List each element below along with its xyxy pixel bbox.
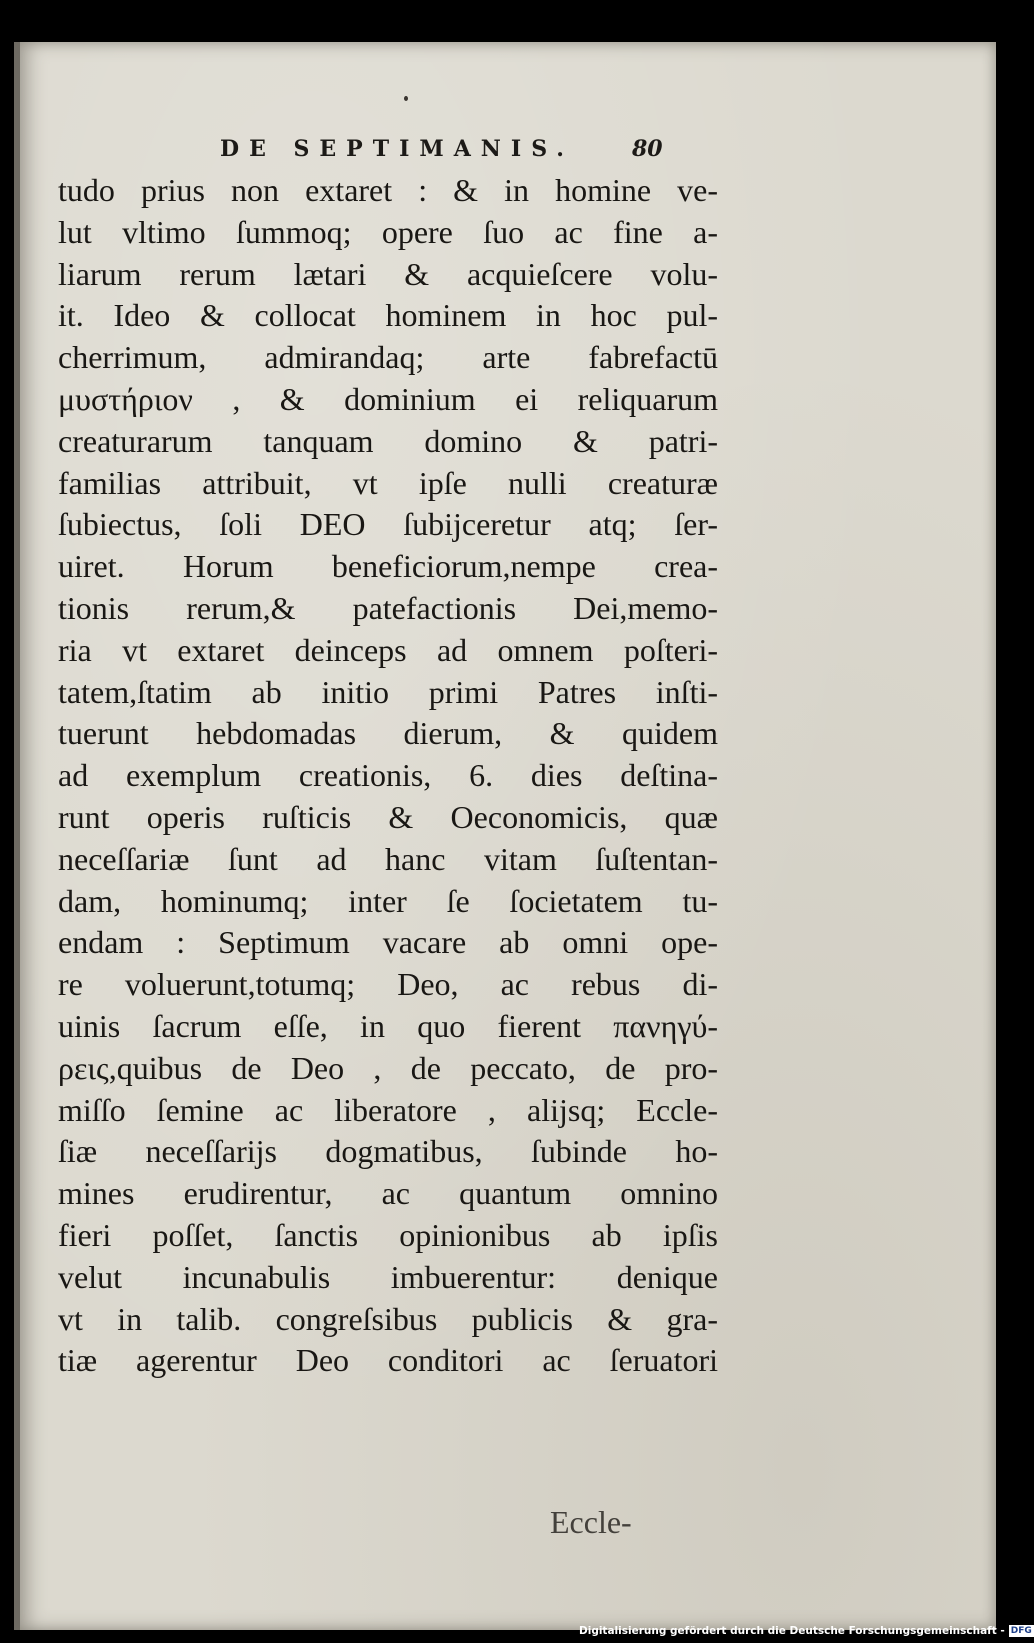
text-line: neceſſariæ ſunt ad hanc vitam ſuſtentan- bbox=[58, 840, 718, 877]
text-line: runt operis ruſticis & Oeconomicis, quæ bbox=[58, 798, 718, 835]
text-line: creaturarum tanquam domino & patri- bbox=[58, 422, 718, 459]
text-line: tuerunt hebdomadas dierum, & quidem bbox=[58, 715, 718, 752]
text-line: it. Ideo & collocat hominem in hoc pul- bbox=[58, 297, 718, 334]
text-line: lut vltimo ſummoq; opere ſuo ac fine a- bbox=[58, 213, 718, 250]
catchword: Eccle- bbox=[550, 1504, 632, 1540]
text-line: μυστήριον , & dominium ei reliquarum bbox=[58, 380, 718, 417]
text-line: ſiæ neceſſarijs dogmatibus, ſubinde ho- bbox=[58, 1133, 718, 1170]
text-line: endam : Septimum vacare ab omni ope- bbox=[58, 924, 718, 961]
text-line: vt in talib. congreſsibus publicis & gra- bbox=[58, 1300, 718, 1337]
text-line: mines erudirentur, ac quantum omnino bbox=[58, 1175, 718, 1212]
text-line: tionis rerum,& patefactionis Dei,memo- bbox=[58, 589, 718, 626]
printer-mark bbox=[404, 96, 408, 101]
text-line: tiæ agerentur Deo conditori ac ſeruatori bbox=[58, 1342, 718, 1379]
funding-credit bbox=[579, 1623, 1034, 1639]
text-line: ſubiectus, ſoli DEO ſubijceretur atq; ſer- bbox=[58, 506, 718, 543]
text-line: ria vt extaret deinceps ad omnem poſteri- bbox=[58, 631, 718, 668]
text-line: ad exemplum creationis, 6. dies deſtina- bbox=[58, 757, 718, 794]
text-line: velut incunabulis imbuerentur: denique bbox=[58, 1258, 718, 1295]
dfg-logo: DFG bbox=[1010, 1626, 1032, 1636]
text-line: familias attribuit, vt ipſe nulli creaturæ bbox=[58, 464, 718, 501]
page-number: 80 bbox=[632, 136, 663, 162]
text-line: dam, hominumq; inter ſe ſocietatem tu- bbox=[58, 882, 718, 919]
book-page bbox=[14, 42, 996, 1630]
text-line: miſſo ſemine ac liberatore , alijsq; Eccle- bbox=[58, 1091, 718, 1128]
text-line: uinis ſacrum eſſe, in quo fierent πανηγύ- bbox=[58, 1007, 718, 1044]
running-head: DE SEPTIMANIS. bbox=[220, 136, 574, 162]
text-line: tudo prius non extaret : & in homine ve- bbox=[58, 172, 718, 208]
text-line: uiret. Horum beneficiorum,nempe crea- bbox=[58, 548, 718, 585]
funding-credit-text: Digitalisierung gefördert durch die Deutsche Forschungsgemeinschaft - bbox=[579, 1625, 1005, 1637]
text-line: tatem,ſtatim ab initio primi Patres inſti- bbox=[58, 673, 718, 710]
body-text bbox=[58, 170, 718, 1382]
text-line: ρεις,quibus de Deo , de peccato, de pro- bbox=[58, 1049, 718, 1086]
text-line: fieri poſſet, ſanctis opinionibus ab ipſis bbox=[58, 1216, 718, 1253]
text-line: liarum rerum lætari & acquieſcere volu- bbox=[58, 255, 718, 292]
text-line: re voluerunt,totumq; Deo, ac rebus di- bbox=[58, 966, 718, 1003]
text-line: cherrimum, admirandaq; arte fabrefactū bbox=[58, 339, 718, 376]
